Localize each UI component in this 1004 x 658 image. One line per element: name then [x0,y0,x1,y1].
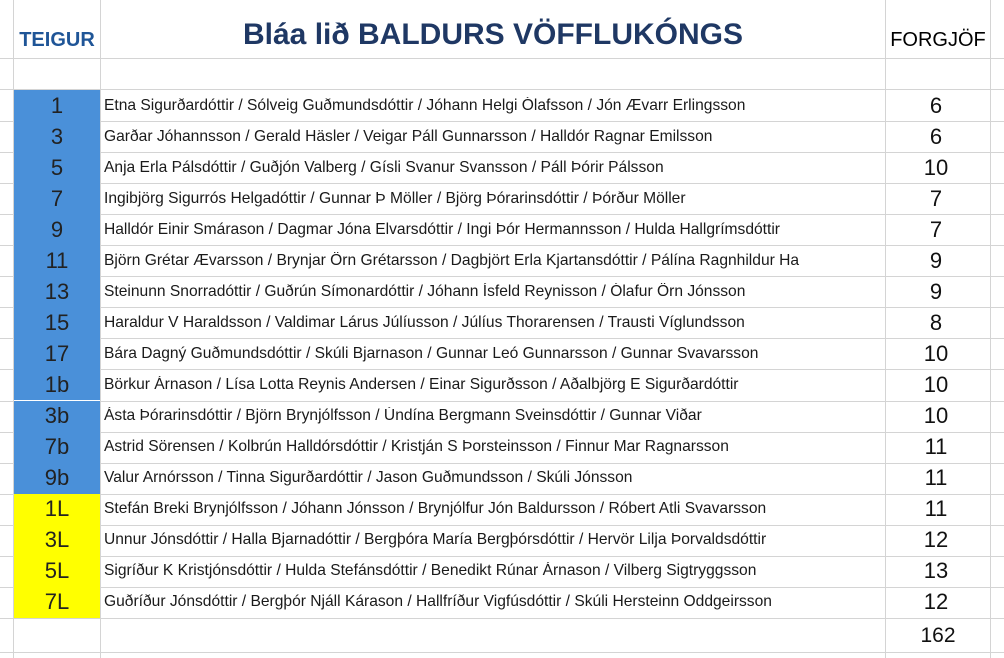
table-row [14,276,990,307]
table-row [14,245,990,276]
players-cell[interactable]: Etna Sigurðardóttir / Sólveig Guðmundsdóttir / Jóhann Helgi Ólafsson / Jón Ævarr Erlingsson [104,96,746,114]
players-cell[interactable]: Ásta Þórarinsdóttir / Björn Brynjólfsson / Úndína Bergmann Sveinsdóttir / Gunnar Viðar [104,407,702,424]
forgjof-cell[interactable]: 10 [923,154,949,180]
header-teigur: TEIGUR [19,28,95,51]
gridline [0,652,1004,653]
teigur-cell[interactable]: 1L [14,494,100,525]
teigur-cell[interactable]: 11 [14,245,100,276]
total-forgjof: 162 [920,624,956,647]
teigur-cell[interactable]: 15 [14,307,100,338]
players-cell[interactable]: Unnur Jónsdóttir / Halla Bjarnadóttir / Bergþóra María Bergþórsdóttir / Hervör Lilja Þorvaldsdóttir [104,531,767,549]
table-row [14,90,990,121]
teigur-cell[interactable]: 3b [14,401,100,432]
table-row [14,556,990,587]
teigur-cell[interactable]: 1 [14,90,100,121]
teigur-cell[interactable]: 1b [14,369,100,400]
players-cell[interactable]: Ingibjörg Sigurrós Helgadóttir / Gunnar Þ Möller / Björg Þórarinsdóttir / Þórður Möller [104,189,686,207]
forgjof-cell[interactable]: 7 [929,216,943,242]
teigur-cell[interactable]: 9 [14,214,100,245]
teigur-cell[interactable]: 3L [14,525,100,556]
table-row [14,587,990,618]
table-row [14,432,990,463]
forgjof-cell[interactable]: 10 [923,371,949,397]
forgjof-cell[interactable]: 9 [929,278,943,304]
gridline [990,0,991,658]
table-row [14,369,990,400]
players-cell[interactable]: Björn Grétar Ævarsson / Brynjar Örn Grétarsson / Dagbjört Erla Kjartansdóttir / Pálína Ragnhildur Ha [104,251,800,269]
players-cell[interactable]: Stefán Breki Brynjólfsson / Jóhann Jónsson / Brynjólfur Jón Baldursson / Róbert Atli Svavarsson [104,500,767,518]
forgjof-cell[interactable]: 11 [924,465,948,491]
gridline [0,618,1004,619]
table-row [14,121,990,152]
forgjof-cell[interactable]: 8 [929,309,943,335]
forgjof-cell[interactable]: 11 [924,496,948,522]
players-cell[interactable]: Börkur Árnason / Lísa Lotta Reynis Andersen / Einar Sigurðsson / Aðalbjörg E Sigurðardóttir [104,375,739,393]
table-row [14,338,990,369]
players-cell[interactable]: Bára Dagný Guðmundsdóttir / Skúli Bjarnason / Gunnar Leó Gunnarsson / Gunnar Svavarsson [104,344,759,362]
table-row [14,152,990,183]
players-cell[interactable]: Guðríður Jónsdóttir / Bergþór Njáll Kárason / Hallfríður Vigfúsdóttir / Skúli Hersteinn Oddgeirsson [104,593,772,611]
players-cell[interactable]: Anja Erla Pálsdóttir / Guðjón Valberg / Gísli Svanur Svansson / Páll Þórir Pálsson [104,158,664,176]
teigur-cell[interactable]: 5L [14,556,100,587]
forgjof-cell[interactable]: 10 [923,403,949,428]
teigur-cell[interactable]: 7b [14,432,100,463]
teigur-cell[interactable]: 13 [14,276,100,307]
table-row [14,401,990,432]
players-cell[interactable]: Steinunn Snorradóttir / Guðrún Símonardóttir / Jóhann Ísfeld Reynisson / Ólafur Örn Jónsson [104,282,746,300]
players-cell[interactable]: Valur Arnórsson / Tinna Sigurðardóttir / Jason Guðmundsson / Skúli Jónsson [104,469,633,487]
forgjof-cell[interactable]: 6 [929,123,943,149]
forgjof-cell[interactable]: 10 [923,340,949,366]
players-cell[interactable]: Haraldur V Haraldsson / Valdimar Lárus Júlíusson / Júlíus Thorarensen / Trausti Víglundsson [104,313,745,331]
forgjof-cell[interactable]: 11 [924,434,948,460]
table-row [14,494,990,525]
players-cell[interactable]: Garðar Jóhannsson / Gerald Häsler / Veigar Páll Gunnarsson / Halldór Ragnar Emilsson [104,127,713,145]
teigur-cell[interactable]: 5 [14,152,100,183]
forgjof-cell[interactable]: 7 [929,185,943,211]
table-row [14,307,990,338]
players-cell[interactable]: Halldór Einir Smárason / Dagmar Jóna Elvarsdóttir / Ingi Þór Hermannsson / Hulda Hallgrímsdóttir [104,220,780,238]
forgjof-cell[interactable]: 12 [923,589,949,615]
header-forgjof: FORGJÖF [890,28,986,51]
teigur-cell[interactable]: 9b [14,463,100,494]
table-row [14,525,990,556]
teigur-cell[interactable]: 7 [14,183,100,214]
players-cell[interactable]: Astrid Sörensen / Kolbrún Halldórsdóttir / Kristján S Þorsteinsson / Finnur Mar Ragnarsson [104,438,729,456]
gridline [0,58,1004,59]
teigur-cell[interactable]: 17 [14,338,100,369]
table-row [14,463,990,494]
forgjof-cell[interactable]: 12 [923,527,949,553]
forgjof-cell[interactable]: 6 [929,92,943,118]
teigur-cell[interactable]: 3 [14,121,100,152]
teigur-cell[interactable]: 7L [14,587,100,618]
players-cell[interactable]: Sigríður K Kristjónsdóttir / Hulda Stefánsdóttir / Benedikt Rúnar Árnason / Vilberg Sigtryggsson [104,562,757,580]
page-title: Bláa lið BALDURS VÖFFLUKÓNGS [242,18,744,51]
forgjof-cell[interactable]: 13 [923,558,949,584]
forgjof-cell[interactable]: 9 [929,247,943,273]
table-row [14,214,990,245]
table-row [14,183,990,214]
